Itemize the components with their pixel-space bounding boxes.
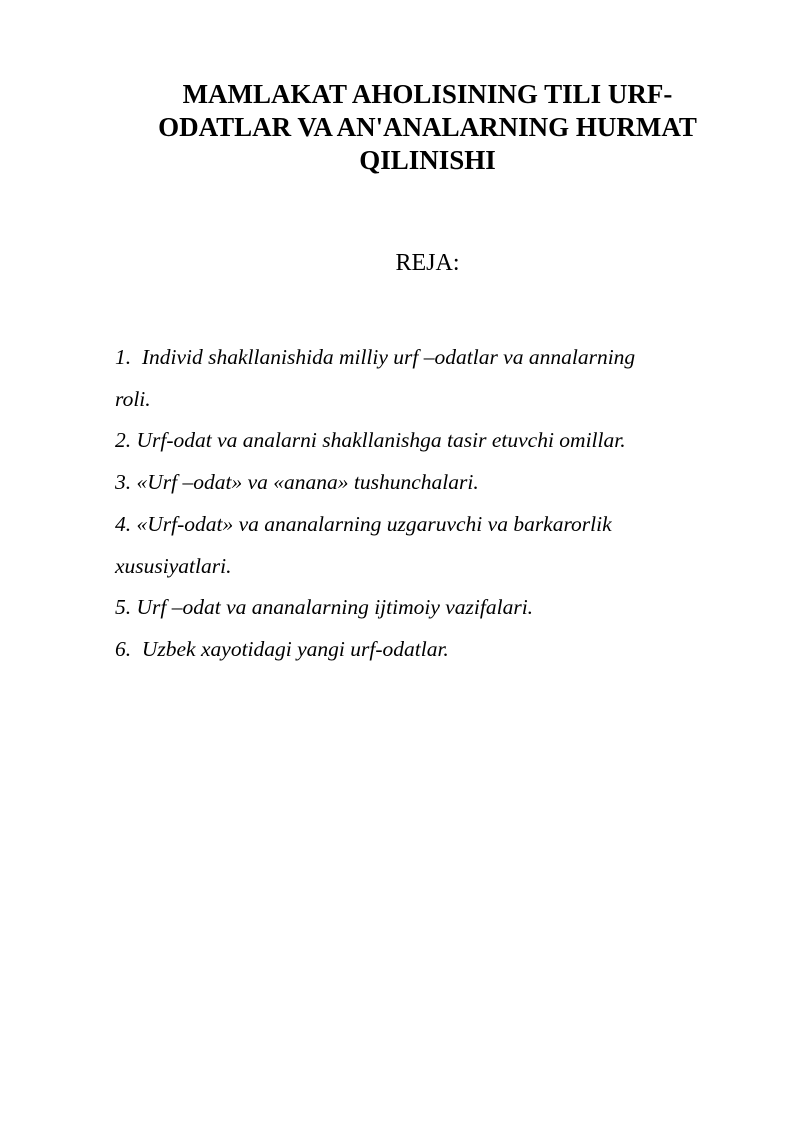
plan-item-line: 2. Urf-odat va analarni shakllanishga tasir etuvchi omillar. xyxy=(115,428,626,453)
title-line: ODATLAR VA AN'ANALARNING HURMAT xyxy=(158,112,697,142)
plan-item-line: xususiyatlari. xyxy=(115,553,232,578)
title-line: QILINISHI xyxy=(359,145,496,175)
title-line: MAMLAKAT AHOLISINING TILI URF- xyxy=(182,79,673,109)
plan-list xyxy=(115,337,755,671)
plan-item-line: 6. Uzbek xayotidagi yangi urf-odatlar. xyxy=(115,636,449,661)
plan-item-4 xyxy=(115,504,755,587)
plan-item-6 xyxy=(115,629,755,671)
plan-item-line: roli. xyxy=(115,386,151,411)
plan-item-2 xyxy=(115,420,755,462)
plan-item-line: 5. Urf –odat va ananalarning ijtimoiy vazifalari. xyxy=(115,595,534,620)
plan-item-1 xyxy=(115,337,755,420)
plan-item-line: 4. «Urf-odat» va ananalarning uzgaruvchi va barkarorlik xyxy=(115,511,612,536)
document-title xyxy=(110,78,745,177)
plan-item-3 xyxy=(115,462,755,504)
plan-heading: REJA: xyxy=(395,250,460,276)
plan-item-5 xyxy=(115,587,755,629)
plan-item-line: 1. Individ shakllanishida milliy urf –odatlar va annalarning xyxy=(115,345,636,369)
plan-item-line: 3. «Urf –odat» va «anana» tushunchalari. xyxy=(115,470,479,495)
